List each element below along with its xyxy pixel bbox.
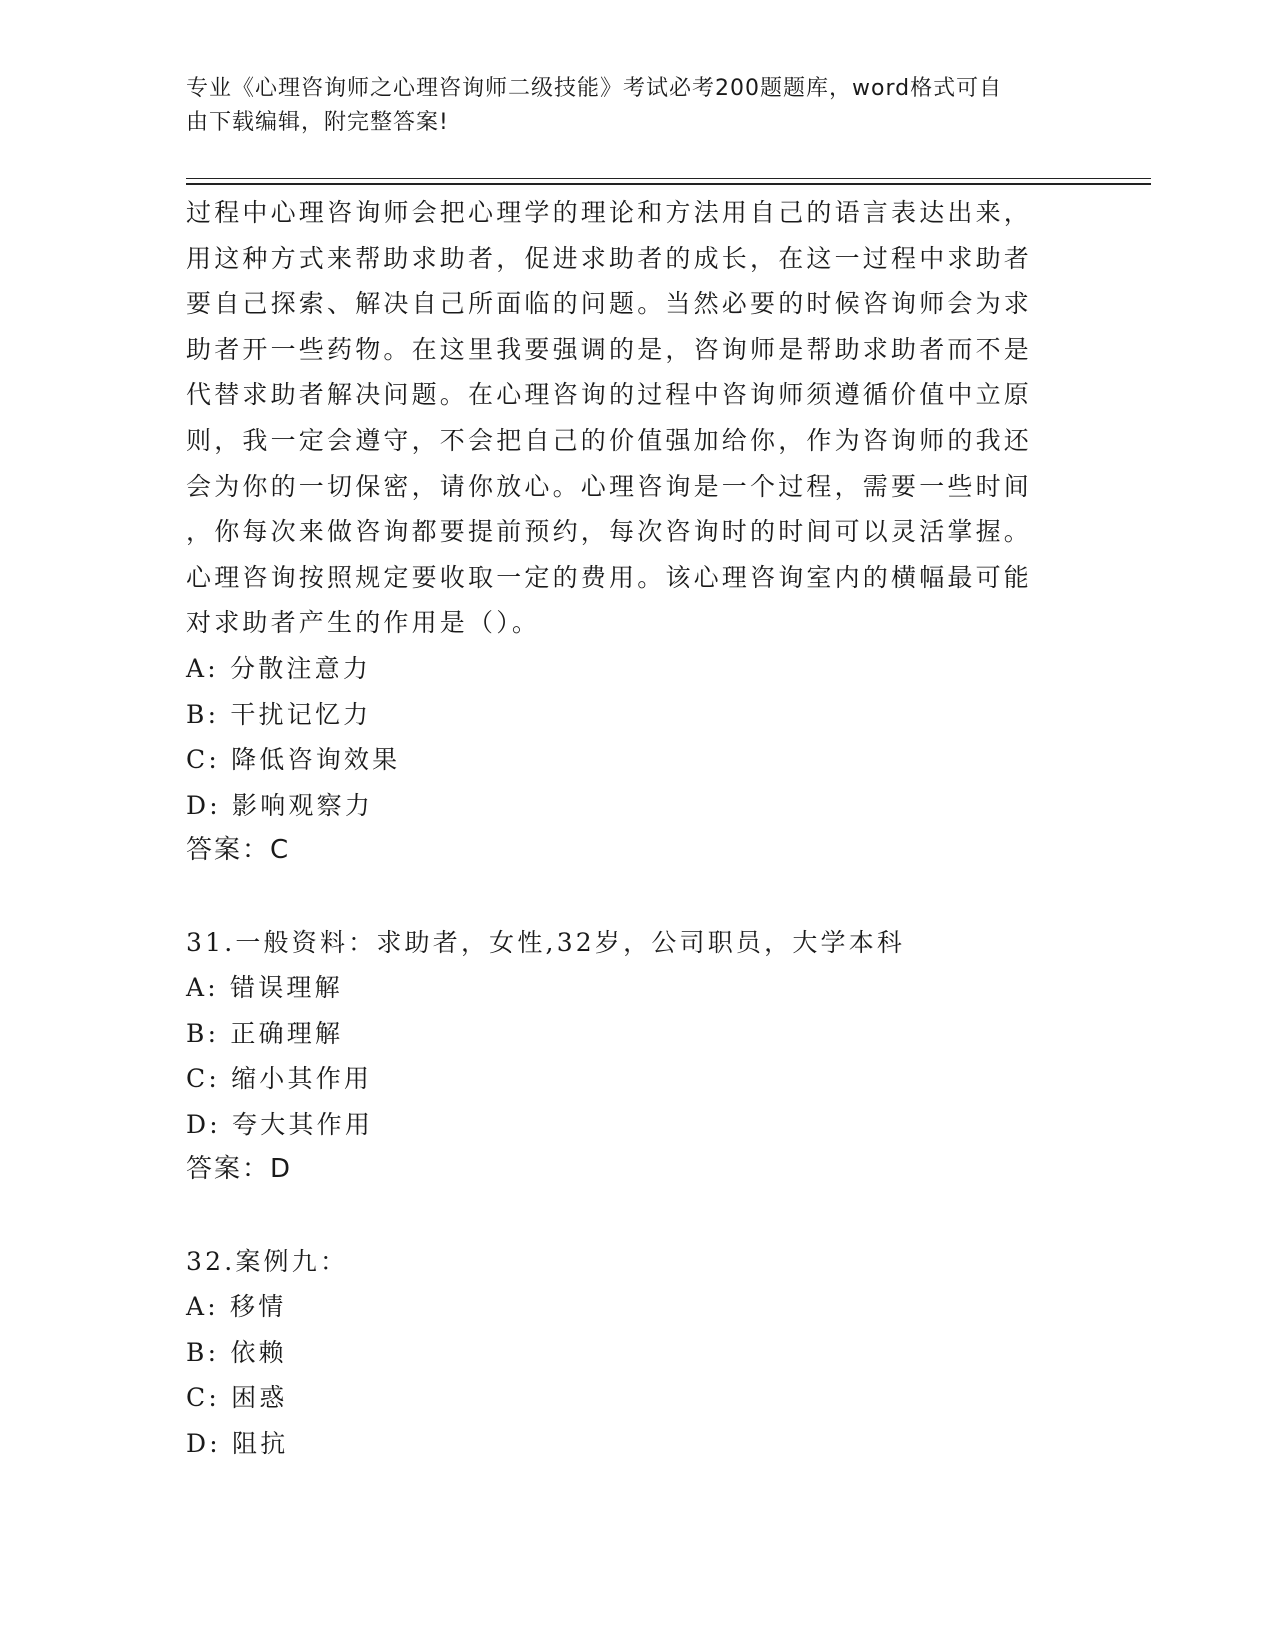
- question-text-line: 对求助者产生的作用是（）。: [186, 608, 541, 638]
- question-text-line: 心理咨询按照规定要收取一定的费用。该心理咨询室内的横幅最可能: [186, 562, 1033, 592]
- question-31: [186, 920, 1076, 1194]
- answer-line: 答案：C: [186, 835, 291, 866]
- document-header: [186, 72, 1066, 140]
- question-text-line: 过程中心理咨询师会把心理学的理论和方法用自己的语言表达出来，: [186, 198, 1033, 227]
- question-32: [186, 1239, 1076, 1467]
- header-line-1: 专业《心理咨询师之心理咨询师二级技能》考试必考200题题库，word格式可自: [186, 76, 1003, 101]
- question-text-line: 会为你的一切保密，请你放心。心理咨询是一个过程，需要一些时间: [186, 471, 1033, 501]
- question-text-line: 代替求助者解决问题。在心理咨询的过程中咨询师须遵循价值中立原: [186, 380, 1033, 410]
- document-body: [186, 190, 1076, 1467]
- spacer: [186, 874, 1076, 920]
- question-text-line: ，你每次来做咨询都要提前预约，每次咨询时的时间可以灵活掌握。: [186, 517, 1033, 547]
- option-b: B: 正确理解: [186, 1018, 344, 1048]
- option-a: A: 错误理解: [186, 973, 343, 1003]
- question-text-line: 则，我一定会遵守，不会把自己的价值强加给你，作为咨询师的我还: [186, 425, 1033, 455]
- question-text-line: 要自己探索、解决自己所面临的问题。当然必要的时候咨询师会为求: [186, 289, 1033, 319]
- option-d: D: 阻抗: [186, 1429, 289, 1459]
- option-d: D: 影响观察力: [186, 790, 374, 820]
- option-c: C: 困惑: [186, 1383, 288, 1413]
- header-line-2: 由下载编辑，附完整答案!: [186, 110, 449, 135]
- option-a: A: 移情: [186, 1292, 287, 1322]
- option-b: B: 依赖: [186, 1337, 287, 1367]
- spacer: [186, 1193, 1076, 1239]
- header-rule-thick: [186, 183, 1151, 185]
- option-d: D: 夸大其作用: [186, 1109, 374, 1139]
- answer-line: 答案：D: [186, 1154, 293, 1185]
- question-stem: 31.一般资料：求助者，女性,32岁，公司职员，大学本科: [186, 927, 906, 957]
- option-c: C: 缩小其作用: [186, 1064, 373, 1094]
- question-stem: 32.案例九：: [186, 1246, 349, 1276]
- option-a: A: 分散注意力: [186, 653, 372, 683]
- question-text-line: 用这种方式来帮助求助者，促进求助者的成长，在这一过程中求助者: [186, 243, 1033, 273]
- option-b: B: 干扰记忆力: [186, 699, 372, 729]
- header-rule-thin: [186, 178, 1151, 179]
- question-text-line: 助者开一些药物。在这里我要强调的是，咨询师是帮助求助者而不是: [186, 334, 1033, 364]
- question-30: [186, 190, 1076, 874]
- option-c: C: 降低咨询效果: [186, 745, 401, 775]
